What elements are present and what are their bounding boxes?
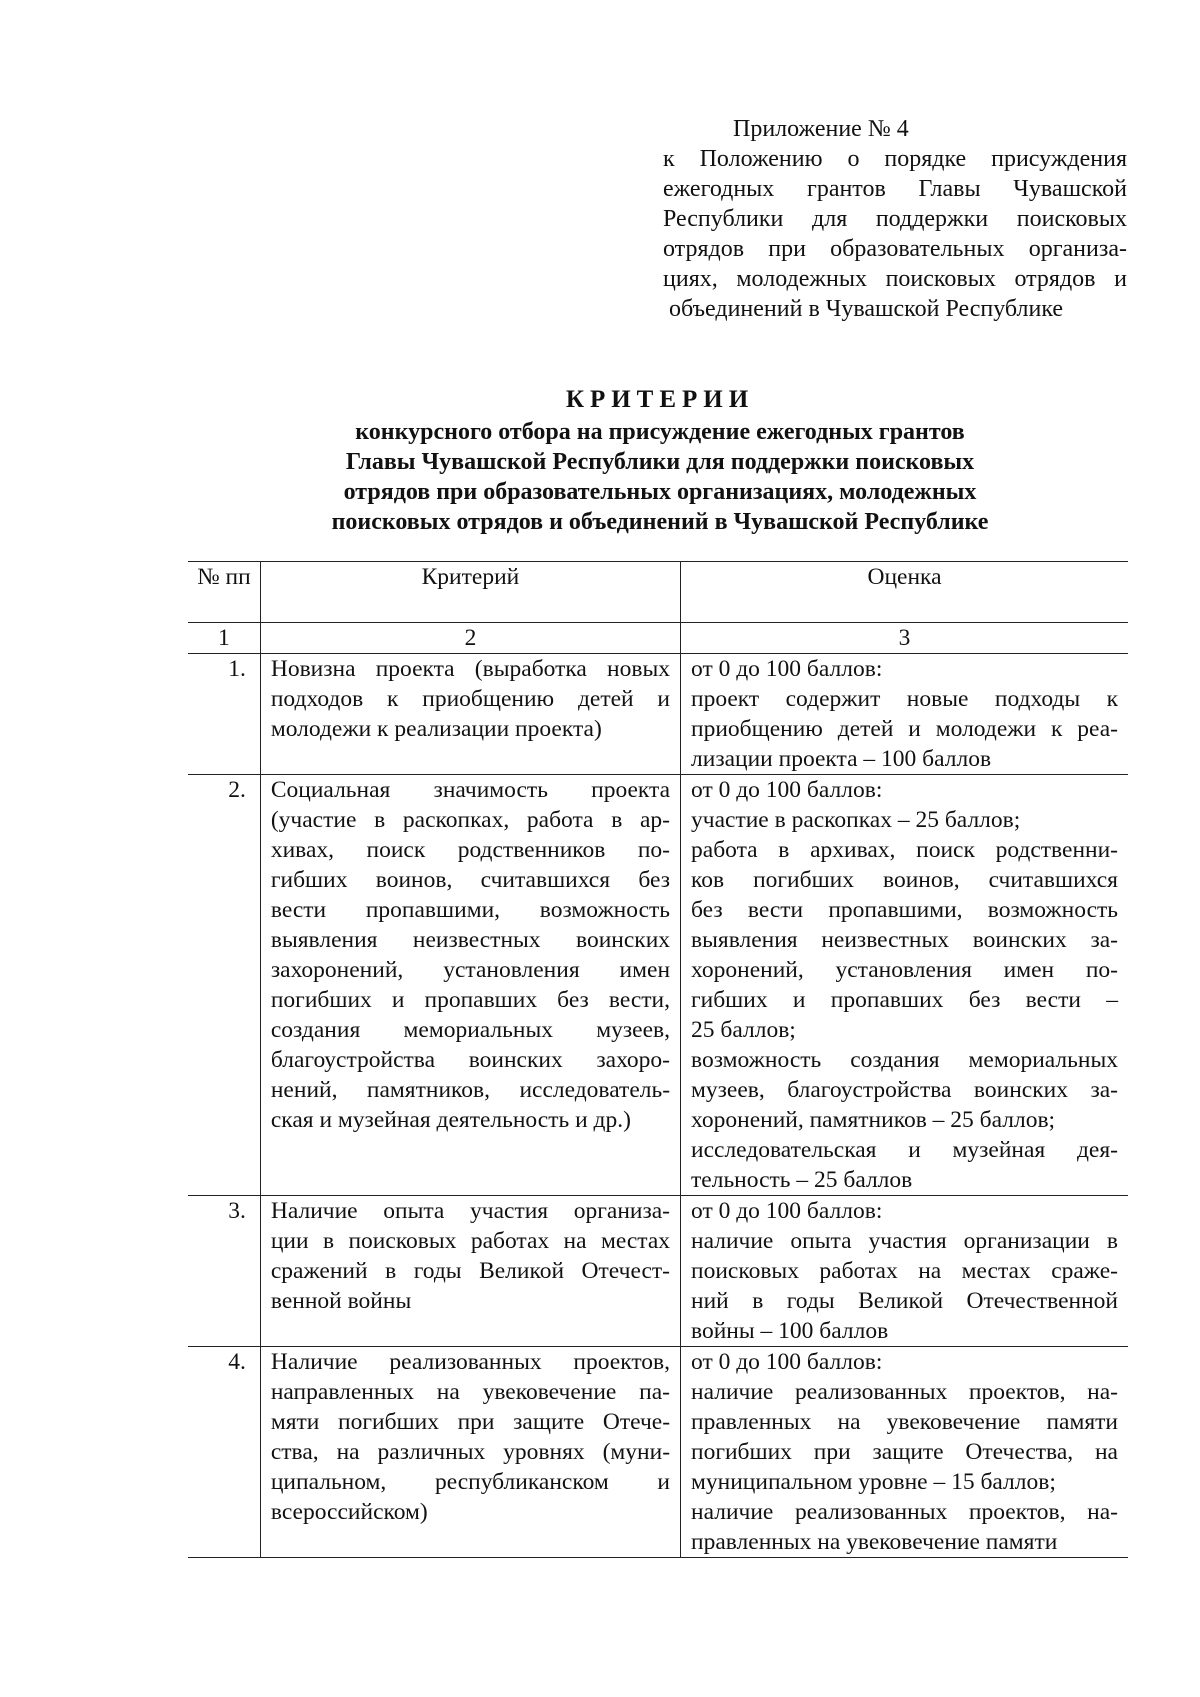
cell-line: благоустройства воинских захоро- bbox=[270, 1047, 671, 1073]
appendix-title: Приложение № 4 bbox=[733, 116, 909, 142]
index-cell: 3 bbox=[681, 623, 1128, 654]
cell-line: вести пропавшими, возможность bbox=[270, 897, 671, 923]
cell-line: хоронений, установления имен по- bbox=[691, 957, 1118, 983]
cell-line: погибших и пропавших без вести, bbox=[270, 987, 671, 1013]
heading-line: Главы Чувашской Республики для поддержки поисковых bbox=[345, 449, 975, 475]
cell-line: лизации проекта – 100 баллов bbox=[691, 746, 992, 772]
cell-line: Наличие реализованных проектов, bbox=[270, 1349, 671, 1375]
cell-line: возможность создания мемориальных bbox=[691, 1047, 1118, 1073]
cell-line: музеев, благоустройства воинских за- bbox=[691, 1077, 1118, 1103]
row-number: 2. bbox=[188, 775, 260, 1196]
index-cell: 2 bbox=[260, 623, 680, 654]
cell-line: всероссийском) bbox=[270, 1499, 428, 1525]
criterion-cell bbox=[260, 654, 680, 775]
cell-line: правленных на увековечение памяти bbox=[691, 1529, 1058, 1555]
cell-line: хоронений, памятников – 25 баллов; bbox=[691, 1107, 1056, 1133]
criterion-cell bbox=[260, 775, 680, 1196]
cell-line: ципальном, республиканском и bbox=[270, 1469, 671, 1495]
index-cell: 1 bbox=[188, 623, 260, 654]
header-criterion: Критерий bbox=[260, 562, 680, 623]
appendix-line: объединений в Чувашской Республике bbox=[669, 296, 1064, 322]
header-score: Оценка bbox=[681, 562, 1128, 623]
cell-line: молодежи к реализации проекта) bbox=[270, 716, 602, 742]
cell-line: наличие реализованных проектов, на- bbox=[691, 1379, 1118, 1405]
heading-line: поисковых отрядов и объединений в Чувашской Республике bbox=[331, 509, 989, 535]
criterion-cell bbox=[260, 1196, 680, 1347]
cell-line: создания мемориальных музеев, bbox=[270, 1017, 671, 1043]
cell-line: 25 баллов; bbox=[691, 1017, 796, 1043]
appendix-line: Республики для поддержки поисковых bbox=[663, 206, 1127, 232]
appendix-line: циях, молодежных поисковых отрядов и bbox=[663, 266, 1127, 292]
document-heading bbox=[180, 385, 1140, 537]
cell-line: сражений в годы Великой Отечест- bbox=[270, 1258, 671, 1284]
cell-line: ний в годы Великой Отечественной bbox=[691, 1288, 1118, 1314]
header-number: № пп bbox=[188, 562, 260, 623]
score-cell bbox=[681, 654, 1128, 775]
criteria-table bbox=[188, 561, 1128, 1558]
table-index-row bbox=[188, 623, 1128, 654]
cell-line: участие в раскопках – 25 баллов; bbox=[691, 807, 1021, 833]
table-row bbox=[188, 1347, 1128, 1558]
cell-line: ства, на различных уровнях (муни- bbox=[270, 1439, 671, 1465]
cell-line: Наличие опыта участия организа- bbox=[270, 1198, 671, 1224]
row-number: 1. bbox=[188, 654, 260, 775]
cell-line: ков погибших воинов, считавшихся bbox=[691, 867, 1118, 893]
row-number: 4. bbox=[188, 1347, 260, 1558]
cell-line: приобщению детей и молодежи к реа- bbox=[691, 716, 1118, 742]
cell-line: ции в поисковых работах на местах bbox=[270, 1228, 671, 1254]
cell-line: без вести пропавшими, возможность bbox=[691, 897, 1118, 923]
cell-line: мяти погибших при защите Отече- bbox=[270, 1409, 671, 1435]
cell-line: войны – 100 баллов bbox=[691, 1318, 889, 1344]
cell-line: подходов к приобщению детей и bbox=[270, 686, 671, 712]
cell-line: хивах, поиск родственников по- bbox=[270, 837, 671, 863]
cell-line: работа в архивах, поиск родственни- bbox=[691, 837, 1118, 863]
cell-line: захоронений, установления имен bbox=[270, 957, 671, 983]
table-header-row bbox=[188, 562, 1128, 623]
table-row bbox=[188, 1196, 1128, 1347]
heading-line: конкурсного отбора на присуждение ежегодных грантов bbox=[355, 419, 965, 445]
cell-line: тельность – 25 баллов bbox=[691, 1167, 913, 1193]
cell-line: от 0 до 100 баллов: bbox=[691, 1349, 883, 1375]
cell-line: ская и музейная деятельность и др.) bbox=[270, 1107, 631, 1133]
cell-line: от 0 до 100 баллов: bbox=[691, 777, 883, 803]
cell-line: муниципальном уровне – 15 баллов; bbox=[691, 1469, 1056, 1495]
cell-line: выявления неизвестных воинских bbox=[270, 927, 671, 953]
cell-line: нений, памятников, исследователь- bbox=[270, 1077, 671, 1103]
cell-line: наличие опыта участия организации в bbox=[691, 1228, 1118, 1254]
appendix-lines bbox=[663, 144, 1127, 324]
criterion-cell bbox=[260, 1347, 680, 1558]
heading-line: отрядов при образовательных организациях, молодежных bbox=[343, 479, 977, 505]
cell-line: выявления неизвестных воинских за- bbox=[691, 927, 1118, 953]
cell-line: наличие реализованных проектов, на- bbox=[691, 1499, 1118, 1525]
score-cell bbox=[681, 1347, 1128, 1558]
table-row bbox=[188, 775, 1128, 1196]
cell-line: Новизна проекта (выработка новых bbox=[270, 656, 671, 682]
cell-line: направленных на увековечение па- bbox=[270, 1379, 671, 1405]
cell-line: Социальная значимость проекта bbox=[270, 777, 671, 803]
cell-line: проект содержит новые подходы к bbox=[691, 686, 1118, 712]
appendix-block bbox=[663, 114, 1127, 324]
cell-line: от 0 до 100 баллов: bbox=[691, 656, 883, 682]
score-cell bbox=[681, 775, 1128, 1196]
appendix-line: отрядов при образовательных организа- bbox=[663, 236, 1127, 262]
cell-line: от 0 до 100 баллов: bbox=[691, 1198, 883, 1224]
cell-line: гибших воинов, считавшихся без bbox=[270, 867, 671, 893]
cell-line: гибших и пропавших без вести – bbox=[691, 987, 1118, 1013]
cell-line: (участие в раскопках, работа в ар- bbox=[270, 807, 671, 833]
cell-line: венной войны bbox=[270, 1288, 412, 1314]
table-row bbox=[188, 654, 1128, 775]
appendix-line: ежегодных грантов Главы Чувашской bbox=[663, 176, 1127, 202]
row-number: 3. bbox=[188, 1196, 260, 1347]
cell-line: погибших при защите Отечества, на bbox=[691, 1439, 1118, 1465]
cell-line: правленных на увековечение памяти bbox=[691, 1409, 1118, 1435]
appendix-line: к Положению о порядке присуждения bbox=[663, 146, 1127, 172]
score-cell bbox=[681, 1196, 1128, 1347]
cell-line: исследовательская и музейная дея- bbox=[691, 1137, 1118, 1163]
heading-title: КРИТЕРИИ bbox=[565, 386, 755, 413]
cell-line: поисковых работах на местах сраже- bbox=[691, 1258, 1118, 1284]
